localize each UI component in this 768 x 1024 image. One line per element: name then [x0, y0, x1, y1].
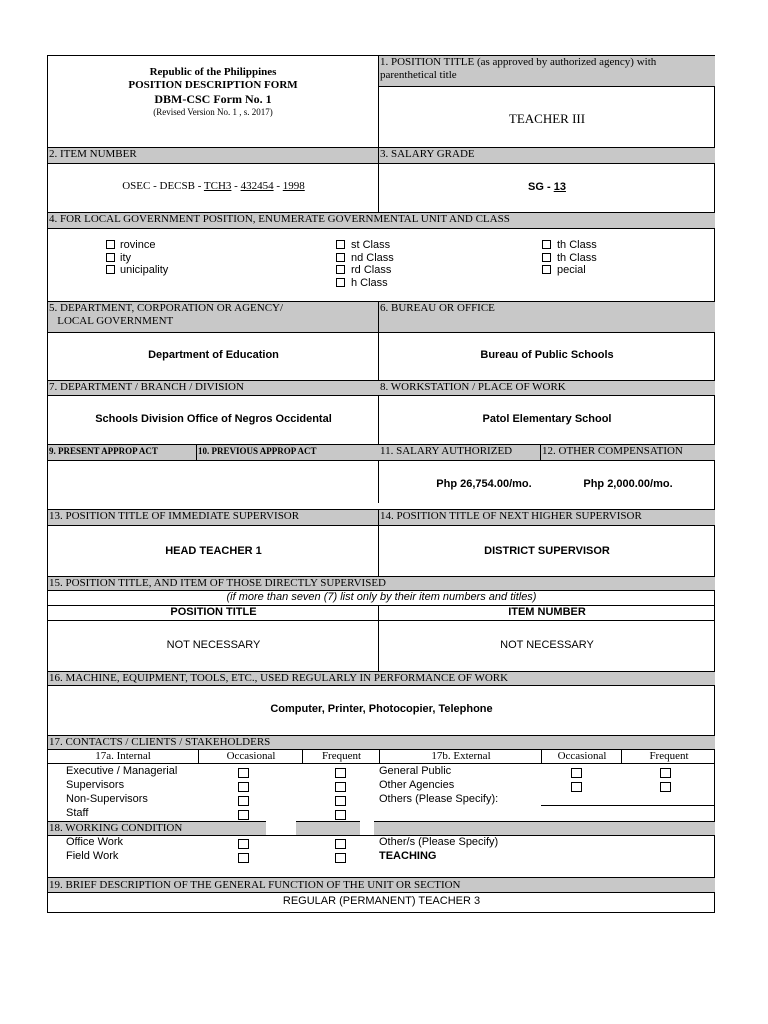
s9-label: 9. PRESENT APPROP ACT: [49, 446, 158, 456]
salary-grade-value: [379, 181, 715, 193]
external-frequent-header: Frequent: [621, 750, 716, 763]
external-occasional-header: Occasional: [541, 750, 622, 763]
external-frequent-checkbox-0[interactable]: [660, 768, 671, 778]
label-col1-2: unicipality: [120, 264, 169, 276]
checkbox-col1-1[interactable]: [106, 253, 115, 262]
other-condition-label: Other/s (Please Specify): [379, 836, 499, 848]
internal-item-1: Supervisors: [66, 779, 125, 791]
item-code: TCH3: [203, 180, 232, 192]
supervised-item-value: NOT NECESSARY: [500, 639, 594, 651]
s15-header: 15. POSITION TITLE, AND ITEM OF THOSE DIRECTLY SUPERVISED: [48, 576, 715, 591]
working-condition-item-0: Office Work: [66, 836, 124, 848]
workstation-value: Patol Elementary School: [482, 413, 612, 425]
external-occasional-checkbox-1[interactable]: [571, 782, 582, 792]
s1-label-line2: parenthetical title: [380, 69, 457, 81]
form-header: [48, 66, 378, 118]
checkbox-col1-0[interactable]: [106, 240, 115, 249]
s18-header: 18. WORKING CONDITION: [48, 821, 715, 836]
s19-header: 19. BRIEF DESCRIPTION OF THE GENERAL FUNCTION OF THE UNIT OR SECTION: [48, 877, 715, 893]
sg-prefix: SG -: [528, 181, 554, 193]
other-compensation-value: Php 2,000.00/mo.: [583, 478, 673, 490]
working-condition-checkbox-a-0[interactable]: [238, 839, 249, 849]
s15-note: (if more than seven (7) list only by their item numbers and titles): [226, 591, 537, 603]
s17-header: 17. CONTACTS / CLIENTS / STAKEHOLDERS: [48, 735, 715, 750]
republic-text: Republic of the Philippines: [149, 66, 277, 78]
supervised-title-value: NOT NECESSARY: [166, 639, 261, 651]
position-title-value: TEACHER III: [508, 111, 586, 126]
working-condition-checkbox-b-1[interactable]: [335, 853, 346, 863]
checkbox-col3-2[interactable]: [542, 265, 551, 274]
external-col-header: 17b. External: [379, 750, 542, 763]
position-description-form: [47, 55, 715, 913]
s8-header: 8. WORKSTATION / PLACE OF WORK: [379, 380, 715, 396]
label-col2-0: st Class: [351, 239, 391, 251]
s4-header: 4. FOR LOCAL GOVERNMENT POSITION, ENUMERATE GOVERNMENTAL UNIT AND CLASS: [48, 212, 715, 229]
external-frequent-checkbox-1[interactable]: [660, 782, 671, 792]
s5-label-line1: 5. DEPARTMENT, CORPORATION OR AGENCY/: [49, 302, 284, 314]
internal-occasional-header: Occasional: [198, 750, 303, 763]
s3-header: 3. SALARY GRADE: [379, 147, 715, 164]
internal-item-3: Staff: [66, 807, 89, 819]
item-num: 432454: [240, 180, 274, 192]
internal-frequent-checkbox-3[interactable]: [335, 810, 346, 820]
working-condition-checkbox-a-1[interactable]: [238, 853, 249, 863]
s1-label-line1: 1. POSITION TITLE (as approved by authorized agency) with: [380, 56, 657, 68]
internal-occasional-checkbox-1[interactable]: [238, 782, 249, 792]
division-value: Schools Division Office of Negros Occidental: [95, 413, 332, 425]
external-occasional-checkbox-0[interactable]: [571, 768, 582, 778]
working-condition-checkbox-b-0[interactable]: [335, 839, 346, 849]
internal-frequent-checkbox-0[interactable]: [335, 768, 346, 778]
checkbox-col1-2[interactable]: [106, 265, 115, 274]
s6-header: 6. BUREAU OR OFFICE: [379, 301, 715, 333]
internal-occasional-checkbox-0[interactable]: [238, 768, 249, 778]
others-specify-line: [541, 805, 715, 806]
checkbox-col2-3[interactable]: [336, 278, 345, 287]
item-prefix: OSEC - DECSB -: [122, 180, 204, 192]
label-col1-1: ity: [120, 251, 131, 264]
checkbox-col2-1[interactable]: [336, 253, 345, 262]
s1-header: [379, 56, 715, 87]
revised-version: (Revised Version No. 1 , s. 2017): [153, 107, 273, 117]
s15-col-title: POSITION TITLE: [170, 606, 257, 618]
checkbox-col3-1[interactable]: [542, 253, 551, 262]
internal-occasional-checkbox-3[interactable]: [238, 810, 249, 820]
internal-item-2: Non-Supervisors: [66, 793, 148, 805]
label-col3-2: pecial: [557, 264, 586, 276]
other-condition-value: TEACHING: [379, 850, 437, 862]
s2-header: 2. ITEM NUMBER: [48, 147, 379, 164]
external-item-0: General Public: [379, 765, 452, 777]
working-condition-item-1: Field Work: [66, 850, 119, 862]
next-higher-supervisor-value: DISTRICT SUPERVISOR: [484, 545, 610, 557]
internal-frequent-header: Frequent: [302, 750, 380, 763]
label-col2-3: h Class: [351, 276, 388, 289]
s14-header: 14. POSITION TITLE OF NEXT HIGHER SUPERVISOR: [379, 509, 715, 526]
item-number-value: [48, 180, 379, 192]
s5-header: [48, 301, 379, 333]
internal-col-header: 17a. Internal: [95, 750, 151, 762]
item-sep1: -: [231, 180, 241, 192]
sg-value: 13: [553, 181, 566, 193]
internal-frequent-checkbox-1[interactable]: [335, 782, 346, 792]
s7-header: 7. DEPARTMENT / BRANCH / DIVISION: [48, 380, 379, 396]
s10-header: [196, 444, 379, 461]
external-item-2: Others (Please Specify):: [379, 793, 499, 805]
s9-header: [48, 444, 197, 461]
checkbox-col2-2[interactable]: [336, 265, 345, 274]
label-col2-2: rd Class: [351, 264, 392, 276]
s12-header: 12. OTHER COMPENSATION: [540, 444, 715, 461]
immediate-supervisor-value: HEAD TEACHER 1: [165, 545, 262, 557]
form-name: POSITION DESCRIPTION FORM: [128, 79, 298, 91]
internal-frequent-checkbox-2[interactable]: [335, 796, 346, 806]
salary-authorized-value: Php 26,754.00/mo.: [436, 478, 532, 490]
s16-header: 16. MACHINE, EQUIPMENT, TOOLS, ETC., USED REGULARLY IN PERFORMANCE OF WORK: [48, 671, 715, 686]
equipment-value: Computer, Printer, Photocopier, Telephone: [270, 703, 493, 715]
label-col3-1: th Class: [557, 251, 597, 264]
label-col3-0: th Class: [557, 239, 597, 251]
external-item-1: Other Agencies: [379, 779, 455, 791]
label-col2-1: nd Class: [351, 251, 394, 264]
item-sep2: -: [273, 180, 283, 192]
bureau-value: Bureau of Public Schools: [480, 349, 614, 361]
s10-label: 10. PREVIOUS APPROP ACT: [198, 446, 317, 456]
s15-col-item: ITEM NUMBER: [508, 606, 586, 618]
item-year: 1998: [282, 180, 305, 192]
label-col1-0: rovince: [120, 239, 156, 251]
checkbox-col2-0[interactable]: [336, 240, 345, 249]
form-number: DBM-CSC Form No. 1: [154, 92, 272, 106]
s13-header: 13. POSITION TITLE OF IMMEDIATE SUPERVISOR: [48, 509, 379, 526]
s11-header: 11. SALARY AUTHORIZED: [379, 444, 541, 461]
unit-function-value: REGULAR (PERMANENT) TEACHER 3: [282, 895, 481, 907]
checkbox-col3-0[interactable]: [542, 240, 551, 249]
s17-subheader-row: [48, 750, 715, 764]
internal-occasional-checkbox-2[interactable]: [238, 796, 249, 806]
s5-label-line2: LOCAL GOVERNMENT: [49, 315, 174, 327]
department-value: Department of Education: [148, 349, 279, 361]
internal-item-0: Executive / Managerial: [66, 765, 178, 777]
